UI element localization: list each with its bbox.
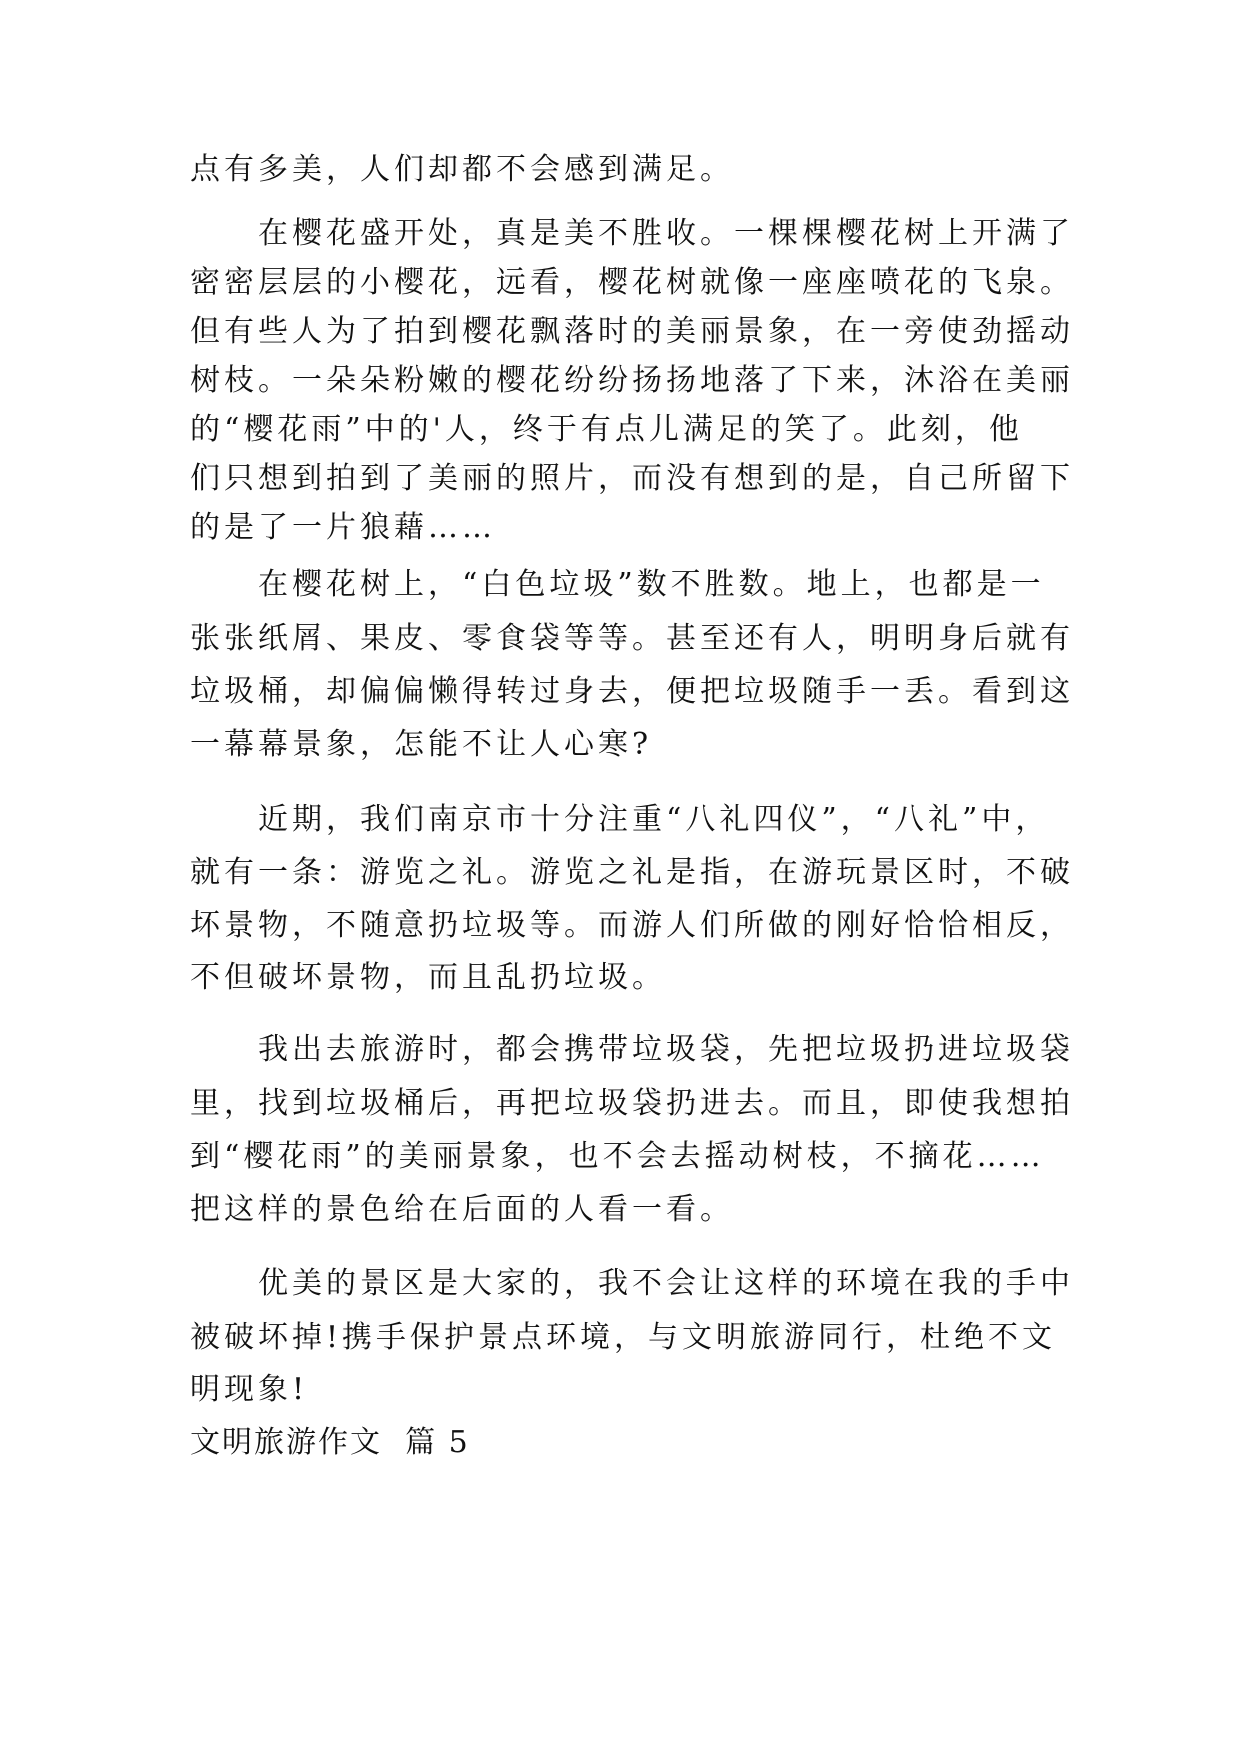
- text-line: 一幕幕景象，怎能不让人心寒?: [190, 727, 653, 762]
- paragraph-first-line: 近期，我们南京市十分注重“八礼四仪”，“八礼”中，: [258, 802, 1050, 837]
- text-line: 被破坏掉!携手保护景点环境，与文明旅游同行，杜绝不文: [190, 1320, 1057, 1355]
- text-line: 树枝。一朵朵粉嫩的樱花纷纷扬扬地落了下来，沐浴在美丽: [190, 363, 1074, 398]
- text-line: 们只想到拍到了美丽的照片，而没有想到的是，自己所留下: [190, 461, 1074, 496]
- text-line: 把这样的景色给在后面的人看一看。: [190, 1192, 734, 1227]
- paragraph-first-line: 我出去旅游时，都会携带垃圾袋，先把垃圾扔进垃圾袋: [258, 1032, 1074, 1067]
- paragraph-first-line: 在樱花盛开处，真是美不胜收。一棵棵樱花树上开满了: [258, 216, 1074, 251]
- text-line: 点有多美，人们却都不会感到满足。: [190, 152, 734, 187]
- section-heading: 文明旅游作文 篇 5: [190, 1425, 470, 1460]
- text-line: 的“樱花雨”中的'人，终于有点儿满足的笑了。此刻，他: [190, 412, 1023, 447]
- text-line: 就有一条：游览之礼。游览之礼是指，在游玩景区时，不破: [190, 855, 1074, 890]
- paragraph-first-line: 在樱花树上，“白色垃圾”数不胜数。地上，也都是一: [258, 567, 1045, 602]
- text-line: 不但破坏景物，而且乱扔垃圾。: [190, 960, 666, 995]
- text-line: 垃圾桶，却偏偏懒得转过身去，便把垃圾随手一丢。看到这: [190, 674, 1074, 709]
- text-line: 密密层层的小樱花，远看，樱花树就像一座座喷花的飞泉。: [190, 265, 1074, 300]
- text-line: 的是了一片狼藉……: [190, 510, 496, 545]
- text-line: 但有些人为了拍到樱花飘落时的美丽景象，在一旁使劲摇动: [190, 314, 1074, 349]
- text-line: 明现象!: [190, 1372, 309, 1407]
- paragraph-first-line: 优美的景区是大家的，我不会让这样的环境在我的手中: [258, 1266, 1074, 1301]
- text-line: 到“樱花雨”的美丽景象，也不会去摇动树枝，不摘花……: [190, 1139, 1045, 1174]
- text-line: 张张纸屑、果皮、零食袋等等。甚至还有人，明明身后就有: [190, 621, 1074, 656]
- text-line: 坏景物，不随意扔垃圾等。而游人们所做的刚好恰恰相反，: [190, 908, 1074, 943]
- text-line: 里，找到垃圾桶后，再把垃圾袋扔进去。而且，即使我想拍: [190, 1086, 1074, 1121]
